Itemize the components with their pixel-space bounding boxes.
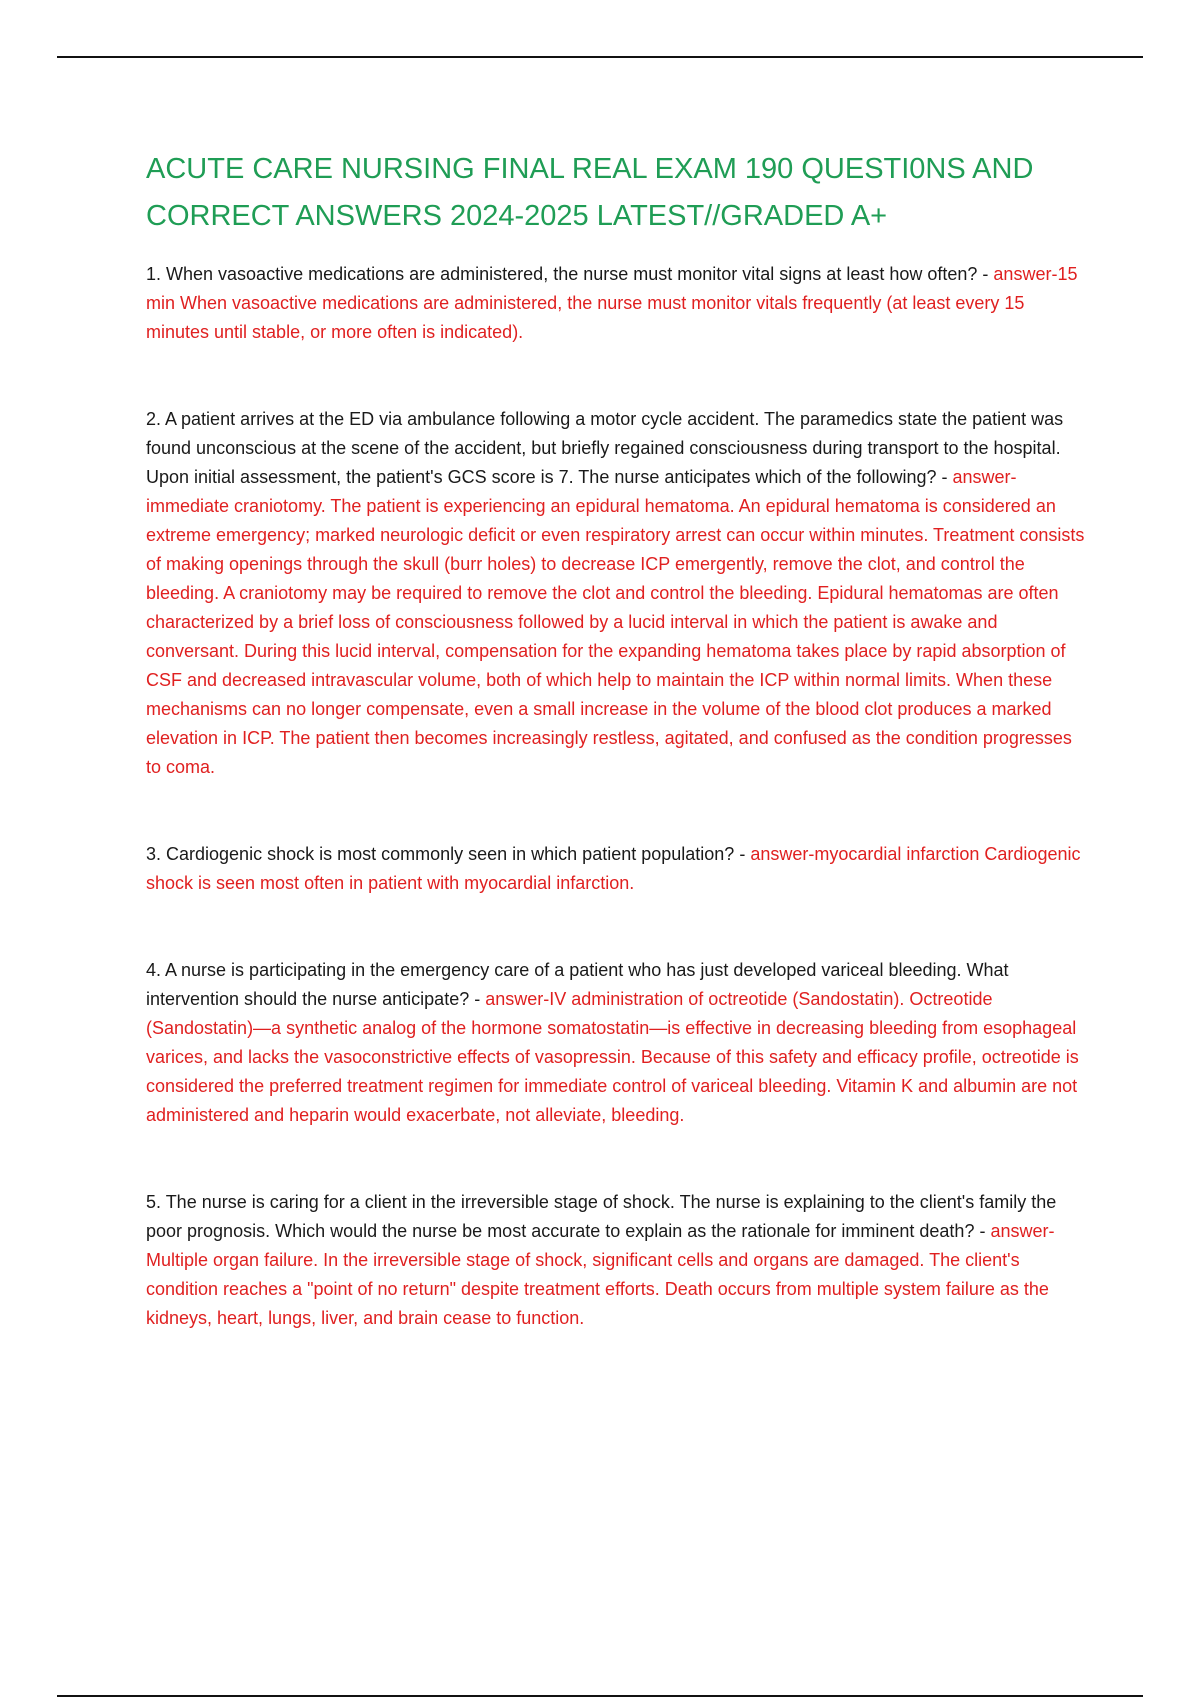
question-text: 5. The nurse is caring for a client in the irreversible stage of shock. The nurse is explaining to the client's family the poor prognosis. Which would the nurse be most accurate to explain as the rationale for imminent death? [146,1192,1057,1241]
answer-text: answer-immediate craniotomy. The patient is experiencing an epidural hematoma. An epidural hematoma is considered an extreme emergency; marked neurologic deficit or even respiratory arrest can occur within minutes. Treatment consists of making openings through the skull (burr holes) to decrease ICP emergently, remove the clot, and control the bleeding. A craniotomy may be required to remove the clot and control the bleeding. Epidural hematomas are often characterized by a brief loss of consciousness followed by a lucid interval in which the patient is awake and conversant. During this lucid interval, compensation for the expanding hematoma takes place by rapid absorption of CSF and decreased intravascular volume, both of which help to maintain the ICP within normal limits. When these mechanisms can no longer compensate, even a small increase in the volume of the blood clot produces a marked elevation in ICP. The patient then becomes increasingly restless, agitated, and confused as the condition progresses to coma. [146,467,1085,777]
question-text: 2. A patient arrives at the ED via ambulance following a motor cycle accident. The paramedics state the patient was found unconscious at the scene of the accident, but briefly regained consciousness during transport to the hospital. Upon initial assessment, the patient's GCS score is 7. The nurse anticipates which of the following? [146,409,1064,487]
qa-separator: - [977,264,994,284]
top-rule [57,56,1143,58]
qa-item-5 [146,1188,1090,1333]
question-text: 1. When vasoactive medications are administered, the nurse must monitor vital signs at least how often? [146,264,978,284]
question-text: 3. Cardiogenic shock is most commonly seen in which patient population? [146,844,735,864]
answer-text: answer-myocardial infarction Cardiogenic shock is seen most often in patient with myocardial infarction. [146,844,1081,893]
qa-separator: - [734,844,751,864]
qa-separator: - [974,1221,991,1241]
qa-separator: - [469,989,486,1009]
qa-separator: - [936,467,953,487]
answer-text: answer-15 min When vasoactive medications are administered, the nurse must monitor vitals frequently (at least every 15 minutes until stable, or more often is indicated). [146,264,1078,342]
qa-item-3 [146,840,1090,898]
document-title: ACUTE CARE NURSING FINAL REAL EXAM 190 QUESTI0NS AND CORRECT ANSWERS 2024-2025 LATEST//GRADED A+ [146,153,1034,232]
question-text: 4. A nurse is participating in the emergency care of a patient who has just developed variceal bleeding. What intervention should the nurse anticipate? [146,960,1009,1009]
answer-text: answer-IV administration of octreotide (Sandostatin). Octreotide (Sandostatin)—a synthetic analog of the hormone somatostatin—is effective in decreasing bleeding from esophageal varices, and lacks the vasoconstrictive effects of vasopressin. Because of this safety and efficacy profile, octreotide is considered the preferred treatment regimen for immediate control of variceal bleeding. Vitamin K and albumin are not administered and heparin would exacerbate, not alleviate, bleeding. [146,989,1079,1125]
qa-item-4 [146,956,1090,1130]
qa-item-2 [146,405,1090,782]
answer-text: answer-Multiple organ failure. In the irreversible stage of shock, significant cells and organs are damaged. The client's condition reaches a "point of no return" despite treatment efforts. Death occurs from multiple system failure as the kidneys, heart, lungs, liver, and brain cease to function. [146,1221,1055,1328]
document-content [146,146,1090,1391]
qa-item-1 [146,260,1090,347]
bottom-rule [57,1695,1143,1697]
